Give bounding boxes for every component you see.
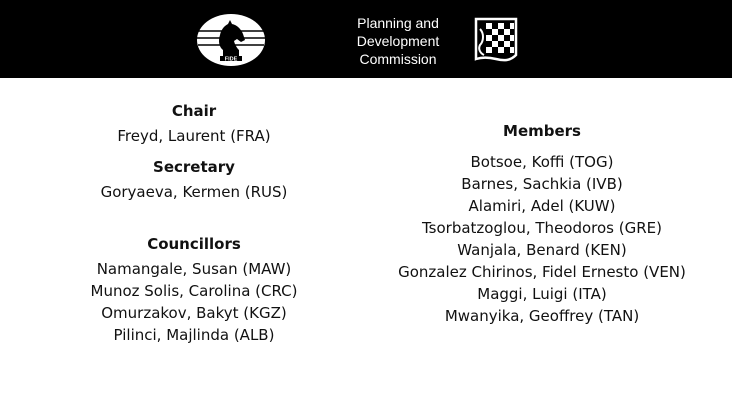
member-name: Gonzalez Chirinos, Fidel Ernesto (VEN) [398, 263, 686, 281]
fide-logo-text: FIDE [224, 56, 238, 63]
member-name: Alamiri, Adel (KUW) [468, 197, 616, 215]
councillors-heading: Councillors [147, 235, 241, 253]
member-name: Maggi, Luigi (ITA) [477, 285, 607, 303]
councillor-name: Omurzakov, Bakyt (KGZ) [101, 304, 287, 322]
title-line-3: Commission [359, 51, 437, 67]
member-name: Barnes, Sachkia (IVB) [461, 175, 623, 193]
right-column [380, 0, 704, 412]
member-name: Wanjala, Benard (KEN) [457, 241, 627, 259]
councillor-name: Munoz Solis, Carolina (CRC) [90, 282, 298, 300]
title-line-1: Planning and [357, 15, 439, 31]
members-heading: Members [503, 122, 581, 140]
secretary-name: Goryaeva, Kermen (RUS) [100, 183, 288, 201]
title-line-2: Development [356, 33, 440, 49]
left-column [40, 0, 348, 412]
chair-heading: Chair [171, 102, 217, 120]
member-name: Mwanyika, Geoffrey (TAN) [444, 307, 640, 325]
councillor-name: Pilinci, Majlinda (ALB) [113, 326, 275, 344]
member-name: Tsorbatzoglou, Theodoros (GRE) [422, 219, 662, 237]
councillor-name: Namangale, Susan (MAW) [96, 260, 292, 278]
member-name: Botsoe, Koffi (TOG) [470, 153, 614, 171]
chair-name: Freyd, Laurent (FRA) [117, 127, 271, 145]
secretary-heading: Secretary [153, 158, 235, 176]
